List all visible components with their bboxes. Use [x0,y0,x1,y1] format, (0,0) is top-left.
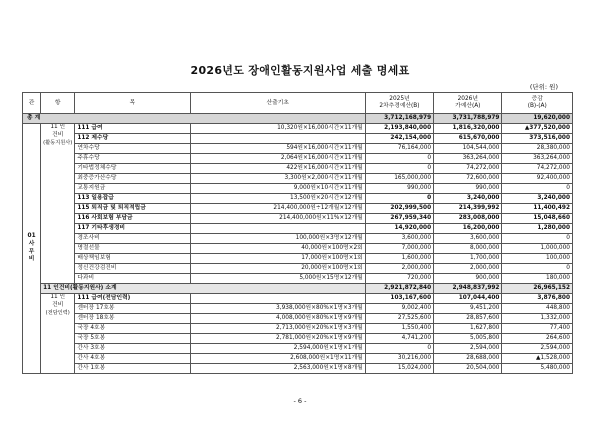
row-mok: 115 퇴직금 및 퇴직적립금 [75,204,190,214]
row-diff: 11,400,492 [502,204,573,214]
row-2025: 2,000,000 [365,264,433,274]
row-2026: 990,000 [434,184,502,194]
row-mok: 111 급여(전담인력) [75,294,190,304]
document-title: 2026년도 장애인활동지원사업 세출 명세표 [190,64,410,77]
table-row [23,174,573,184]
header-gwan: 관 [23,93,41,114]
row-2025: 14,920,000 [365,224,433,234]
row-mok: 기타법정체수당 [75,164,190,174]
table-row [23,314,573,324]
subtotal-diff: 26,965,152 [502,284,573,294]
table-row [23,354,573,364]
row-2026: 5,005,800 [434,334,502,344]
row-2026: 2,594,000 [434,344,502,354]
row-calc: 9,000원×10시간×11개월 [190,184,365,194]
row-2025: 15,024,000 [365,364,433,374]
row-2026: 20,504,000 [434,364,502,374]
row-mok: 111 급여 [75,124,190,134]
row-diff: 264,600 [502,334,573,344]
row-2025: 0 [365,344,433,354]
row-mok: 센터장 17호봉 [75,304,190,314]
total-2025: 3,712,168,979 [365,114,433,124]
header-calc: 산출기초 [190,93,365,114]
row-diff: 74,272,000 [502,164,573,174]
hang-sub: (활동지원사) [43,139,73,146]
row-2026: 8,000,000 [434,244,502,254]
row-mok: 117 기타후생경비 [75,224,190,234]
hang-cell-1 [41,124,75,284]
row-calc: 2,781,000원×20%×1명×9개월 [190,334,365,344]
total-2026: 3,731,788,979 [434,114,502,124]
row-2025: 267,959,340 [365,214,433,224]
row-2025: 30,216,000 [365,354,433,364]
row-calc: 2,713,000원×20%×1명×3개월 [190,324,365,334]
subtotal-2025: 2,921,872,840 [365,284,433,294]
row-calc: 2,594,000원×1명×1개월 [190,344,365,354]
row-diff: ▲1,528,000 [502,354,573,364]
gwan-char: 무 [28,248,35,255]
row-mok: 국장 4호봉 [75,324,190,334]
row-mok: 배상책임보험 [75,254,190,264]
row-diff: 448,800 [502,304,573,314]
row-calc: 214,400,000원×11%×12개월 [190,214,365,224]
row-2025: 1,600,000 [365,254,433,264]
row-diff: 1,280,000 [502,224,573,234]
row-calc: 4,008,000원×80%×1명×9개월 [190,314,365,324]
row-2025: 990,000 [365,184,433,194]
row-2026: 74,272,000 [434,164,502,174]
row-2025: 202,999,500 [365,204,433,214]
total-row [23,114,573,124]
gwan-char: 사 [28,240,35,247]
row-mok: 간사 4호봉 [75,354,190,364]
row-calc: 5,000원×15명×12개월 [190,274,365,284]
row-calc: 3,300원×2,000시간×11개월 [190,174,365,184]
row-calc: 594원×16,000시간×11개월 [190,144,365,154]
row-diff: 1,332,000 [502,314,573,324]
row-mok: 간사 1호봉 [75,364,190,374]
row-2026: 3,240,000 [434,194,502,204]
row-mok: 경조사비 [75,234,190,244]
row-calc: 17,000원×100명×1회 [190,254,365,264]
row-calc [190,294,365,304]
row-mok: 명절선물 [75,244,190,254]
row-diff: 100,000 [502,254,573,264]
row-diff: ▲377,520,000 [502,124,573,134]
row-2026: 615,670,000 [434,134,502,144]
row-diff: 363,264,000 [502,154,573,164]
row-2026: 283,008,000 [434,214,502,224]
row-mok: 교통지원금 [75,184,190,194]
row-2026: 1,627,800 [434,324,502,334]
row-diff: 2,594,000 [502,344,573,354]
page-number: - 6 - [293,397,307,405]
row-2025: 7,000,000 [365,244,433,254]
table-row [23,184,573,194]
row-2025: 0 [365,154,433,164]
row-diff: 0 [502,234,573,244]
row-mok: 112 제수당 [75,134,190,144]
table-row [23,364,573,374]
gwan-char: 01 [27,232,36,239]
row-mok: 연차수당 [75,144,190,154]
table-row [23,234,573,244]
table-row [23,324,573,334]
row-diff: 373,516,000 [502,134,573,144]
row-diff: 0 [502,184,573,194]
row-calc: 2,608,000원×1명×11개월 [190,354,365,364]
subtotal-row [23,284,573,294]
hang-sub: (전담인력) [45,309,70,316]
row-2025: 1,550,400 [365,324,433,334]
row-2026: 104,544,000 [434,144,502,154]
table-row [23,274,573,284]
row-mok: 국장 5호봉 [75,334,190,344]
table-row [23,264,573,274]
row-2026: 3,600,000 [434,234,502,244]
row-diff: 0 [502,264,573,274]
row-diff: 15,048,660 [502,214,573,224]
row-2025: 9,002,400 [365,304,433,314]
row-2026: 9,451,200 [434,304,502,314]
table-row [23,224,573,234]
row-2026: 72,600,000 [434,174,502,184]
table-row [23,154,573,164]
row-2025: 165,000,000 [365,174,433,184]
row-calc: 13,500원×20시간×12개월 [190,194,365,204]
hang-cell-2 [41,294,75,374]
total-label: 총 계 [23,114,366,124]
row-2026: 28,688,000 [434,354,502,364]
row-diff: 180,000 [502,274,573,284]
row-calc: 40,000원×100명×2회 [190,244,365,254]
subtotal-2026: 2,948,837,992 [434,284,502,294]
row-2025: 0 [365,164,433,174]
table-row [23,294,573,304]
row-calc: 422원×16,000시간×11개월 [190,164,365,174]
header-mok: 목 [75,93,190,114]
header-2025: 2025년 2차추경예산(B) [365,93,433,114]
row-2025: 103,167,600 [365,294,433,304]
table-row [23,304,573,314]
table-header-row [23,93,573,114]
row-2025: 27,525,600 [365,314,433,324]
row-mok: 주휴수당 [75,154,190,164]
row-diff: 5,480,000 [502,364,573,374]
gwan-cell [23,124,41,374]
row-calc [190,224,365,234]
row-diff: 28,380,000 [502,144,573,154]
row-2026: 107,044,400 [434,294,502,304]
row-diff: 77,400 [502,324,573,334]
gwan-char: 비 [28,256,35,263]
header-2026: 2026년 가예산(A) [434,93,502,114]
row-2026: 363,264,000 [434,154,502,164]
row-calc: 214,400,000원÷12개월×12개월 [190,204,365,214]
row-calc [190,134,365,144]
row-calc: 10,320원×16,000시간×11개월 [190,124,365,134]
budget-table [22,92,573,374]
row-2025: 4,741,200 [365,334,433,344]
row-calc: 3,938,000원×80%×1명×3개월 [190,304,365,314]
row-2025: 2,193,840,000 [365,124,433,134]
header-hang: 항 [41,93,75,114]
subtotal-label: 11 인건비(활동지원사) 소계 [41,284,366,294]
row-diff: 1,000,000 [502,244,573,254]
header-diff: 증감 (B)-(A) [502,93,573,114]
hang-code: 11 인 [50,124,66,130]
table-row [23,164,573,174]
row-mok: 최중증가산수당 [75,174,190,184]
row-mok: 센터장 18호봉 [75,314,190,324]
row-2026: 214,399,992 [434,204,502,214]
table-row [23,134,573,144]
row-mok: 116 사회보험 부담금 [75,214,190,224]
row-diff: 92,400,000 [502,174,573,184]
table-row [23,244,573,254]
row-2025: 3,600,000 [365,234,433,244]
row-2026: 1,700,000 [434,254,502,264]
hang-line2: 건비 [52,131,64,138]
table-row [23,124,573,134]
row-2026: 28,857,600 [434,314,502,324]
row-mok: 간사 3호봉 [75,344,190,354]
row-diff: 3,876,800 [502,294,573,304]
row-diff: 3,240,000 [502,194,573,204]
row-mok: 113 일용잡급 [75,194,190,204]
row-2025: 76,164,000 [365,144,433,154]
hang-code: 11 인 [50,294,66,300]
row-2026: 900,000 [434,274,502,284]
row-calc: 20,000원×100명×1회 [190,264,365,274]
row-calc: 2,563,000원×1명×8개월 [190,364,365,374]
row-2026: 16,200,000 [434,224,502,234]
total-diff: 19,620,000 [502,114,573,124]
table-row [23,204,573,214]
row-2026: 2,000,000 [434,264,502,274]
row-calc: 100,000원×3명×12개월 [190,234,365,244]
row-mok: 다과비 [75,274,190,284]
table-row [23,214,573,224]
table-row [23,194,573,204]
row-2025: 0 [365,194,433,204]
row-calc: 2,064원×16,000시간×11개월 [190,154,365,164]
row-mok: 정신건강검진비 [75,264,190,274]
table-row [23,144,573,154]
table-row [23,344,573,354]
row-2025: 720,000 [365,274,433,284]
table-row [23,334,573,344]
hang-line2: 건비 [52,301,64,308]
table-row [23,254,573,264]
row-2026: 1,816,320,000 [434,124,502,134]
row-2025: 242,154,000 [365,134,433,144]
unit-label: (단위: 원) [529,83,558,91]
